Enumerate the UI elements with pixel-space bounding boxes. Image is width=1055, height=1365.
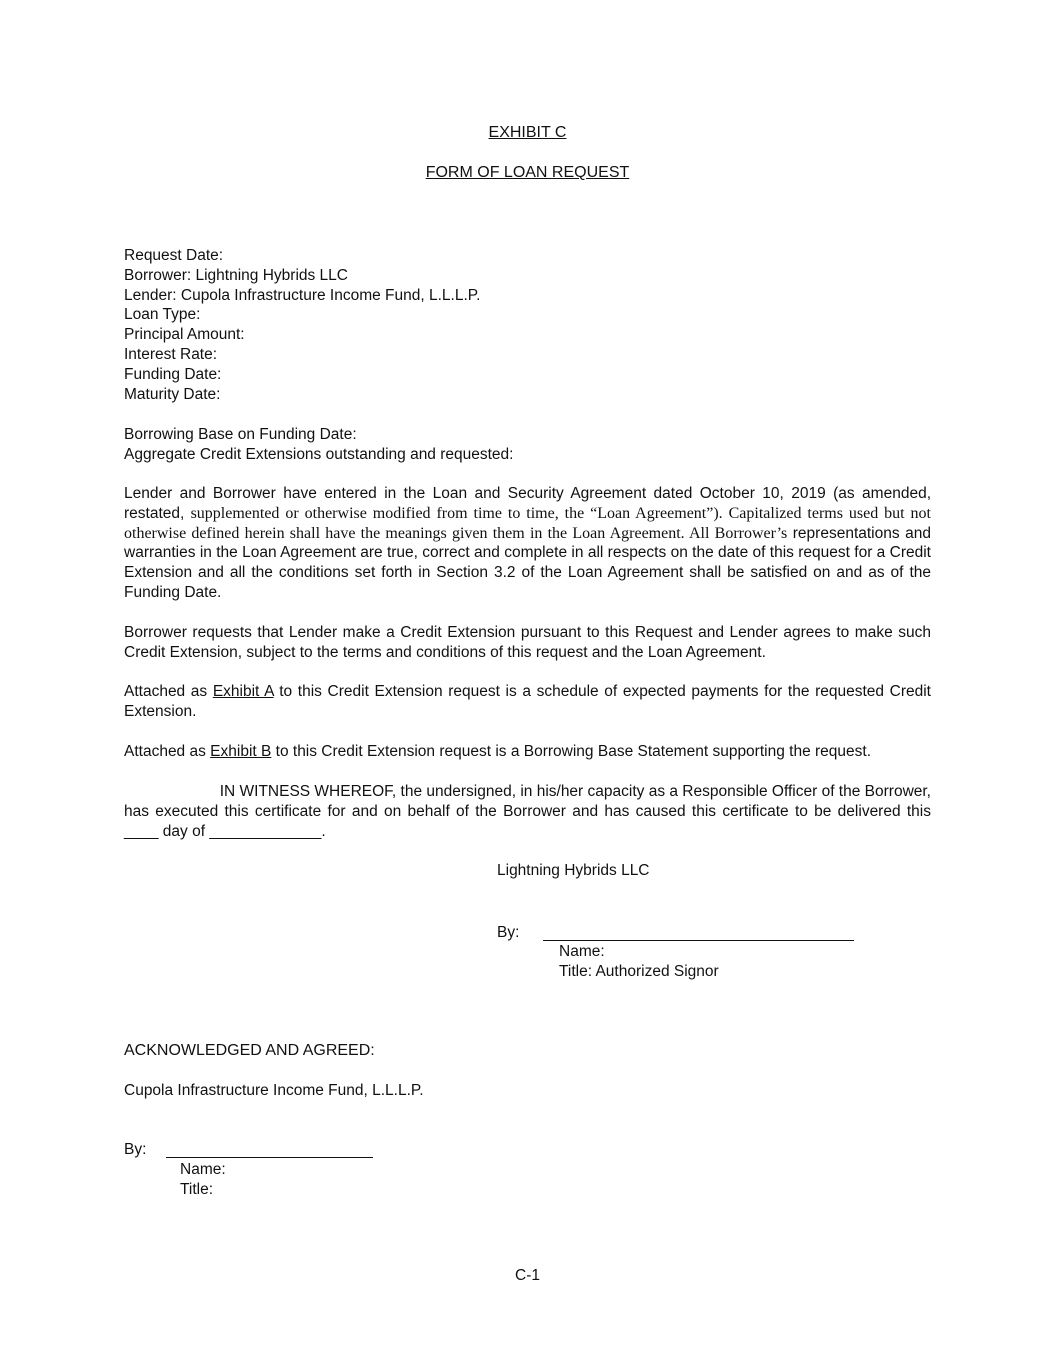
witness-line-2: has executed this certificate for and on behalf of the Borrower and has caused this certificate to be delivered this	[124, 802, 931, 820]
borrowing-base-fields	[124, 425, 931, 465]
borrower-title-label: Title: Authorized Signor	[559, 963, 719, 980]
paragraph-agreement-part2: supplemented or otherwise modified from time to time, the “Loan Agreement”). Capitalized terms used but not otherwise defined herein shall have the meanings given them in the Loan Agreement. All Borrower’s	[124, 504, 931, 542]
exhibit-a-link[interactable]: Exhibit A	[212, 683, 274, 700]
witness-line-3: ____ day of _____________.	[124, 822, 326, 840]
exhibit-heading: EXHIBIT C	[488, 124, 567, 141]
field-borrower: Borrower: Lightning Hybrids LLC	[124, 266, 348, 284]
borrower-company-name: Lightning Hybrids LLC	[497, 862, 650, 879]
field-interest-rate: Interest Rate:	[124, 345, 218, 363]
field-lender: Lender: Cupola Infrastructure Income Fund, L.L.L.P.	[124, 286, 481, 304]
field-funding-date: Funding Date:	[124, 365, 222, 383]
field-maturity-date: Maturity Date:	[124, 385, 221, 403]
field-borrowing-base: Borrowing Base on Funding Date:	[124, 426, 357, 443]
acknowledged-heading: ACKNOWLEDGED AND AGREED:	[124, 1042, 375, 1059]
borrower-signature-line[interactable]	[543, 940, 854, 941]
paragraph-exhibit-a	[124, 682, 931, 722]
lender-company-name: Cupola Infrastructure Income Fund, L.L.L.P.	[124, 1082, 424, 1099]
loan-fields	[124, 246, 931, 404]
exhibit-b-suffix: to this Credit Extension request is a Borrowing Base Statement supporting the request.	[271, 743, 871, 760]
exhibit-a-prefix: Attached as	[124, 683, 213, 700]
paragraph-agreement-part3: representations and warranties in the Loan Agreement are true, correct and complete in all respects on the date of this request for a Credit Extension and all the conditions set forth in Section 3.2 of the Loan Agreement shall be satisfied on and as of the Funding Date.	[124, 524, 932, 601]
exhibit-b-prefix: Attached as	[124, 743, 211, 760]
borrower-name-label: Name:	[559, 943, 605, 960]
paragraph-request: Borrower requests that Lender make a Credit Extension pursuant to this Request and Lender agrees to make such Credit Extension, subject to the terms and conditions of this request and the Loan Agreement.	[124, 624, 931, 661]
page-number: C-1	[515, 1267, 540, 1284]
field-aggregate-credit: Aggregate Credit Extensions outstanding and requested:	[124, 445, 514, 463]
field-principal-amount: Principal Amount:	[124, 326, 245, 344]
paragraph-witness	[124, 782, 931, 841]
paragraph-agreement	[124, 484, 931, 603]
paragraph-exhibit-b	[124, 742, 931, 762]
witness-line-1: IN WITNESS WHEREOF, the undersigned, in his/her capacity as a Responsible Officer of the Borrower,	[219, 783, 931, 800]
field-loan-type: Loan Type:	[124, 306, 201, 324]
borrower-by-label: By:	[497, 924, 520, 941]
lender-signature-line[interactable]	[166, 1157, 373, 1158]
lender-name-label: Name:	[180, 1161, 226, 1178]
lender-by-label: By:	[124, 1141, 147, 1158]
exhibit-a-suffix: to this Credit Extension request is a schedule of expected payments for the requested Credit Extension.	[124, 683, 931, 720]
field-request-date: Request Date:	[124, 247, 224, 264]
paragraph-agreement-part1: Lender and Borrower have entered in the Loan and Security Agreement dated October 10, 2019 (as amended, restated,	[124, 485, 931, 522]
lender-title-label: Title:	[180, 1181, 214, 1198]
form-title: FORM OF LOAN REQUEST	[425, 164, 630, 181]
exhibit-b-link[interactable]: Exhibit B	[210, 743, 272, 760]
